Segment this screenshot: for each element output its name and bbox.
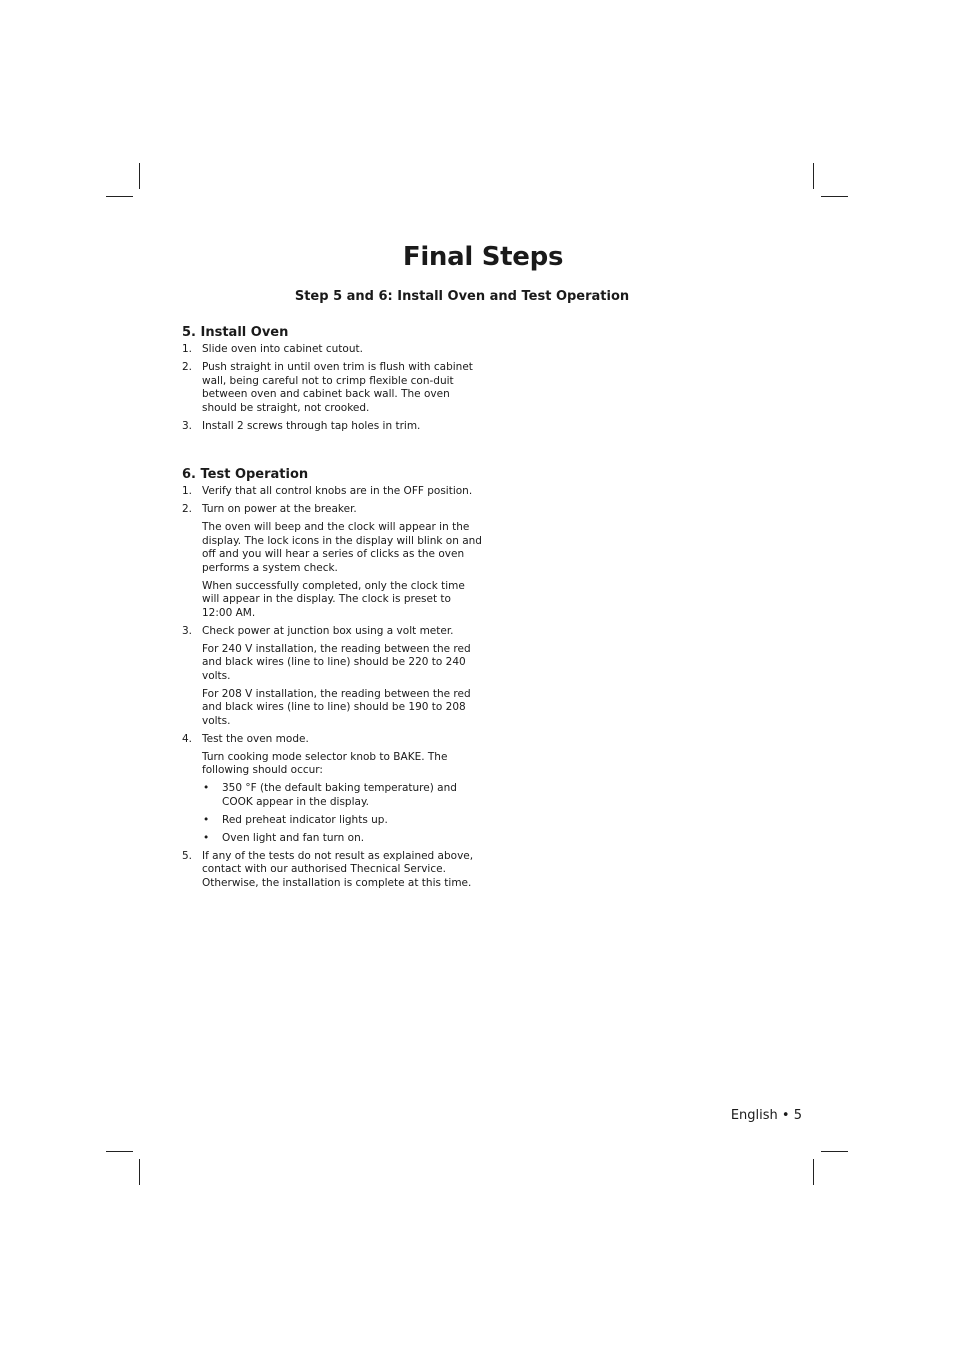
bullet-icon: • [203, 831, 210, 844]
crop-mark [106, 1151, 133, 1152]
list-item [182, 625, 482, 729]
bullet-icon: • [203, 813, 210, 826]
crop-mark [821, 196, 848, 197]
list-item [182, 850, 482, 891]
crop-mark [813, 1159, 814, 1185]
bullet-item [202, 832, 482, 846]
list-item [182, 420, 482, 434]
page-subtitle: Step 5 and 6: Install Oven and Test Operation [294, 289, 630, 304]
list-paragraph: Slide oven into cabinet cutout. [202, 343, 363, 355]
bullet-item [202, 814, 482, 828]
list-paragraph: For 208 V installation, the reading between the red and black wires (line to line) should be 190 to 208 volts. [202, 687, 471, 727]
list-number: 2. [182, 361, 193, 373]
list-item [182, 343, 482, 357]
crop-mark [813, 163, 814, 189]
list-number: 5. [182, 849, 193, 862]
list-number: 1. [182, 485, 193, 497]
bullet-item [202, 782, 482, 809]
list-paragraph: Test the oven mode. [202, 732, 309, 745]
bullet-list [202, 782, 482, 845]
list-number: 4. [182, 732, 193, 745]
list-paragraph: Turn cooking mode selector knob to BAKE. The following should occur: [202, 750, 448, 776]
list-paragraph: Check power at junction box using a volt meter. [202, 624, 454, 637]
bullet-text: 350 °F (the default baking temperature) and COOK appear in the display. [222, 782, 457, 808]
list-item [182, 361, 482, 415]
list-item [182, 485, 482, 499]
list-number: 3. [182, 419, 193, 432]
crop-mark [106, 196, 133, 197]
section-heading: 6. Test Operation [182, 467, 309, 482]
list-item [182, 503, 482, 620]
bullet-icon: • [203, 782, 210, 794]
crop-mark [821, 1151, 848, 1152]
list-paragraph: Install 2 screws through tap holes in trim. [202, 419, 421, 432]
list-paragraph: Turn on power at the breaker. [202, 503, 357, 515]
list-number: 2. [182, 503, 193, 515]
page-footer: English • 5 [730, 1108, 802, 1123]
section-heading: 5. Install Oven [182, 325, 289, 340]
list-paragraph: Push straight in until oven trim is flush with cabinet wall, being careful not to crimp flexible con-duit between oven and cabinet back wall. The oven should be straight, not crooked. [202, 361, 473, 414]
list-number: 1. [182, 343, 193, 355]
list-number: 3. [182, 624, 193, 637]
list-paragraph: Verify that all control knobs are in the OFF position. [202, 485, 473, 497]
crop-mark [139, 1159, 140, 1185]
list-paragraph: If any of the tests do not result as explained above, contact with our authorised Thecnical Service. Otherwise, the installation is complete at this time. [202, 849, 474, 889]
list-item [182, 733, 482, 846]
section-test-operation [182, 467, 482, 895]
list-paragraph: When successfully completed, only the clock time will appear in the display. The clock is preset to 12:00 AM. [202, 579, 465, 619]
page-title: Final Steps [402, 242, 564, 272]
bullet-text: Red preheat indicator lights up. [222, 813, 388, 826]
list-paragraph: For 240 V installation, the reading between the red and black wires (line to line) should be 220 to 240 volts. [202, 642, 471, 682]
section-install-oven [182, 325, 482, 438]
crop-mark [139, 163, 140, 189]
bullet-text: Oven light and fan turn on. [222, 831, 365, 844]
list-paragraph: The oven will beep and the clock will appear in the display. The lock icons in the display will blink on and off and you will hear a series of clicks as the oven performs a system check. [202, 521, 482, 574]
